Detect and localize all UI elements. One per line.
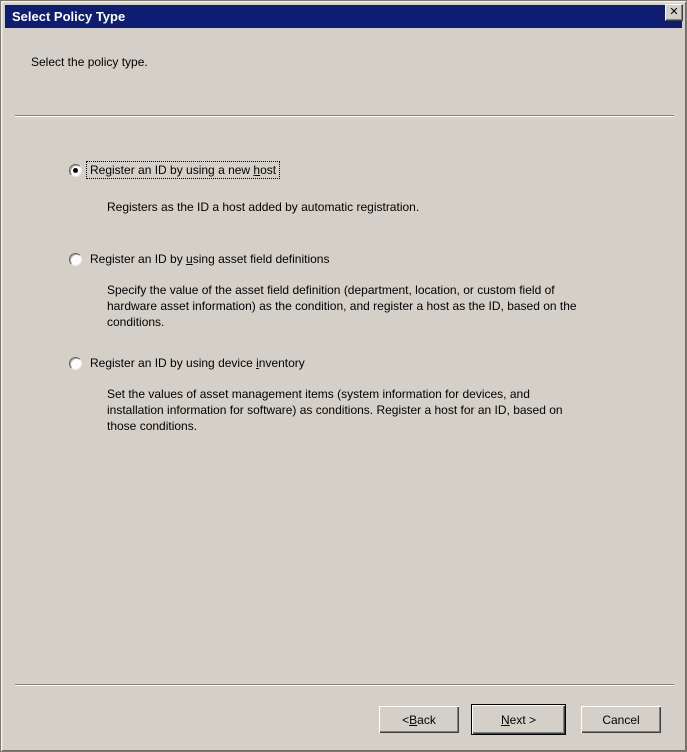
description-new-host: Registers as the ID a host added by automatic registration. (107, 200, 420, 214)
radio-label-new-host[interactable]: Register an ID by using a new host (86, 161, 280, 179)
bottom-separator (15, 684, 674, 686)
window-title: Select Policy Type (12, 9, 126, 24)
radio-label-asset-field[interactable]: Register an ID by using asset field definitions (90, 252, 330, 266)
option-row-asset-field (69, 250, 333, 268)
back-button[interactable]: < B ack (379, 706, 459, 733)
description-device-inventory: Set the values of asset management items (system information for devices, and installation information for software) as conditions. Register a host for an ID, based on those conditions. (107, 387, 563, 433)
dialog-instruction: Select the policy type. (31, 55, 148, 69)
title-bar (5, 5, 682, 28)
close-icon: ✕ (669, 6, 679, 18)
radio-device-inventory[interactable] (69, 357, 82, 370)
cancel-button[interactable]: Cancel (581, 706, 661, 733)
radio-label-device-inventory[interactable]: Register an ID by using device inventory (90, 356, 305, 370)
option-row-device-inventory (69, 354, 309, 372)
next-button[interactable]: N ext > (471, 704, 566, 735)
radio-asset-field[interactable] (69, 253, 82, 266)
top-separator (15, 115, 674, 117)
description-asset-field: Specify the value of the asset field definition (department, location, or custom field of hardware asset information) as the condition, and register a host as the ID, based on the conditions. (107, 283, 577, 329)
radio-new-host[interactable] (69, 164, 82, 177)
close-button[interactable] (665, 4, 683, 21)
option-row-new-host (69, 161, 280, 179)
